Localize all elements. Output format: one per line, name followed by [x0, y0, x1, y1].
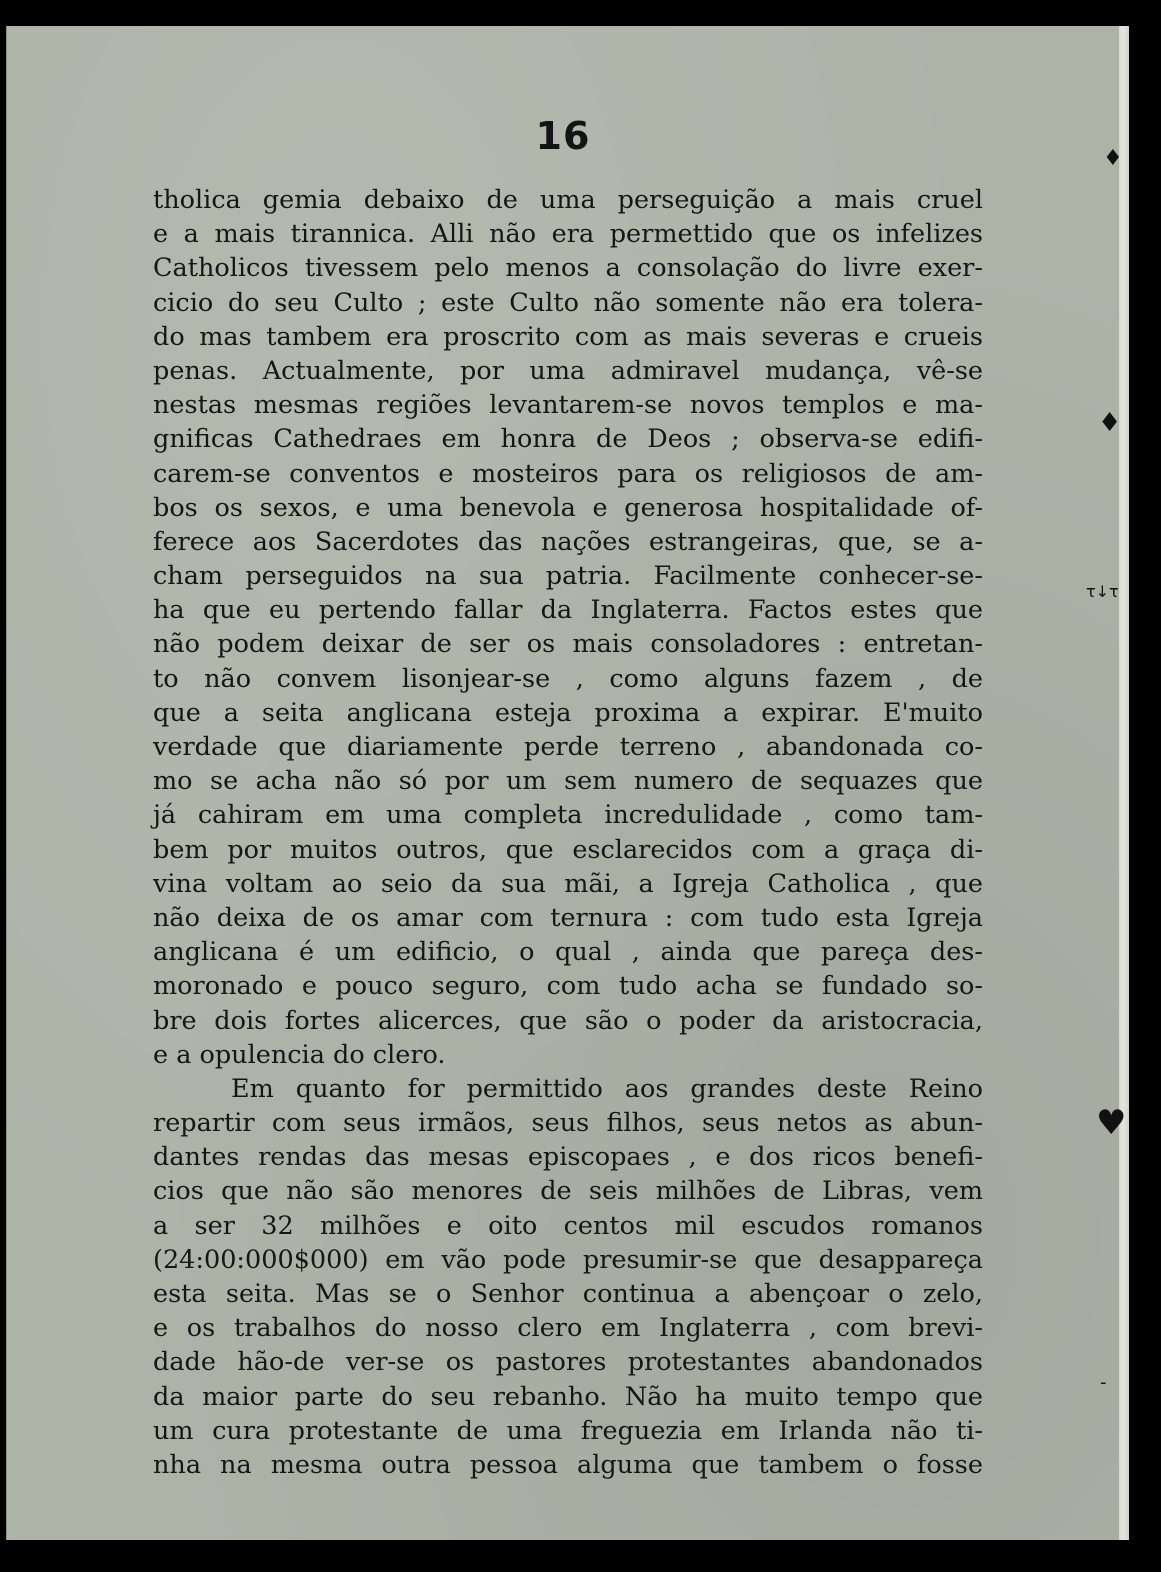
body-text [153, 183, 983, 1482]
margin-mark-icon: - [1100, 1372, 1107, 1393]
text-line: carem-se conventos e mosteiros para os religiosos de am- [153, 458, 983, 489]
text-line: cicio do seu Culto ; este Culto não somente não era tolera- [153, 287, 983, 318]
margin-mark-icon: ♦ [1103, 146, 1123, 171]
text-line: gnificas Cathedraes em honra de Deos ; observa-se edifi- [153, 424, 983, 455]
text-line: não deixa de os amar com ternura : com tudo esta Igreja [153, 902, 983, 933]
text-line: dantes rendas das mesas episcopaes , e dos ricos benefi- [153, 1142, 983, 1173]
text-line: nestas mesmas regiões levantarem-se novos templos e ma- [153, 390, 983, 421]
text-line: não podem deixar de ser os mais consoladores : entretan- [153, 629, 983, 660]
text-line: cios que não são menores de seis milhões de Libras, vem [153, 1176, 983, 1207]
text-line: penas. Actualmente, por uma admiravel mudança, vê-se [153, 355, 983, 386]
text-line: a ser 32 milhões e oito centos mil escudos romanos [153, 1210, 983, 1241]
paragraph-start-line: Em quanto for permittido aos grandes deste Reino [231, 1073, 983, 1104]
text-line: anglicana é um edificio, o qual , ainda que pareça des- [153, 937, 983, 968]
text-line: Catholicos tivessem pelo menos a consolação do livre exer- [153, 253, 983, 284]
text-line: ferece aos Sacerdotes das nações estrangeiras, que, se a- [153, 526, 983, 557]
paragraph-end-line: e a opulencia do clero. [153, 1039, 446, 1070]
book-page [6, 26, 1122, 1540]
text-line: e a mais tirannica. Alli não era permettido que os infelizes [153, 219, 983, 250]
text-line: esta seita. Mas se o Senhor continua a abençoar o zelo, [153, 1279, 983, 1309]
margin-mark-icon: τ↓τ [1086, 582, 1119, 601]
text-line: dade hão-de ver-se os pastores protestantes abandonados [153, 1347, 983, 1378]
text-line: to não convem lisonjear-se , como alguns fazem , de [153, 663, 983, 694]
text-line: bem por muitos outros, que esclarecidos com a graça di- [153, 834, 983, 865]
text-line: mo se acha não só por um sem numero de sequazes que [153, 766, 983, 797]
text-line: cham perseguidos na sua patria. Facilmente conhecer-se- [153, 561, 983, 592]
text-line: do mas tambem era proscrito com as mais severas e crueis [153, 321, 983, 352]
text-line: ha que eu pertendo fallar da Inglaterra. Factos estes que [153, 595, 983, 626]
text-line: tholica gemia debaixo de uma perseguição a mais cruel [153, 185, 983, 215]
text-line: bre dois fortes alicerces, que são o poder da aristocracia, [153, 1005, 983, 1036]
text-line: repartir com seus irmãos, seus filhos, seus netos as abun- [153, 1108, 983, 1139]
text-line: da maior parte do seu rebanho. Não ha muito tempo que [153, 1381, 983, 1412]
text-line: um cura protestante de uma freguezia em Irlanda não ti- [153, 1415, 983, 1446]
text-line: nha na mesma outra pessoa alguma que tambem o fosse [153, 1449, 983, 1480]
text-line: verdade que diariamente perde terreno , abandonada co- [153, 732, 983, 762]
margin-mark-icon: ♦ [1098, 408, 1122, 438]
text-line: (24:00:000$000) em vão pode presumir-se que desappareça [153, 1244, 983, 1275]
text-line: que a seita anglicana esteja proxima a expirar. E'muito [153, 697, 983, 728]
margin-mark-icon: ♥ [1096, 1103, 1127, 1143]
page-number: 16 [535, 114, 591, 158]
text-line: bos os sexos, e uma benevola e generosa hospitalidade of- [153, 492, 983, 523]
text-line: vina voltam ao seio da sua mãi, a Igreja Catholica , que [153, 868, 983, 899]
text-line: moronado e pouco seguro, com tudo acha se fundado so- [153, 971, 983, 1002]
page-edge [1119, 26, 1129, 1540]
text-line: já cahiram em uma completa incredulidade , como tam- [153, 800, 983, 831]
text-line: e os trabalhos do nosso clero em Inglaterra , com brevi- [153, 1313, 983, 1344]
